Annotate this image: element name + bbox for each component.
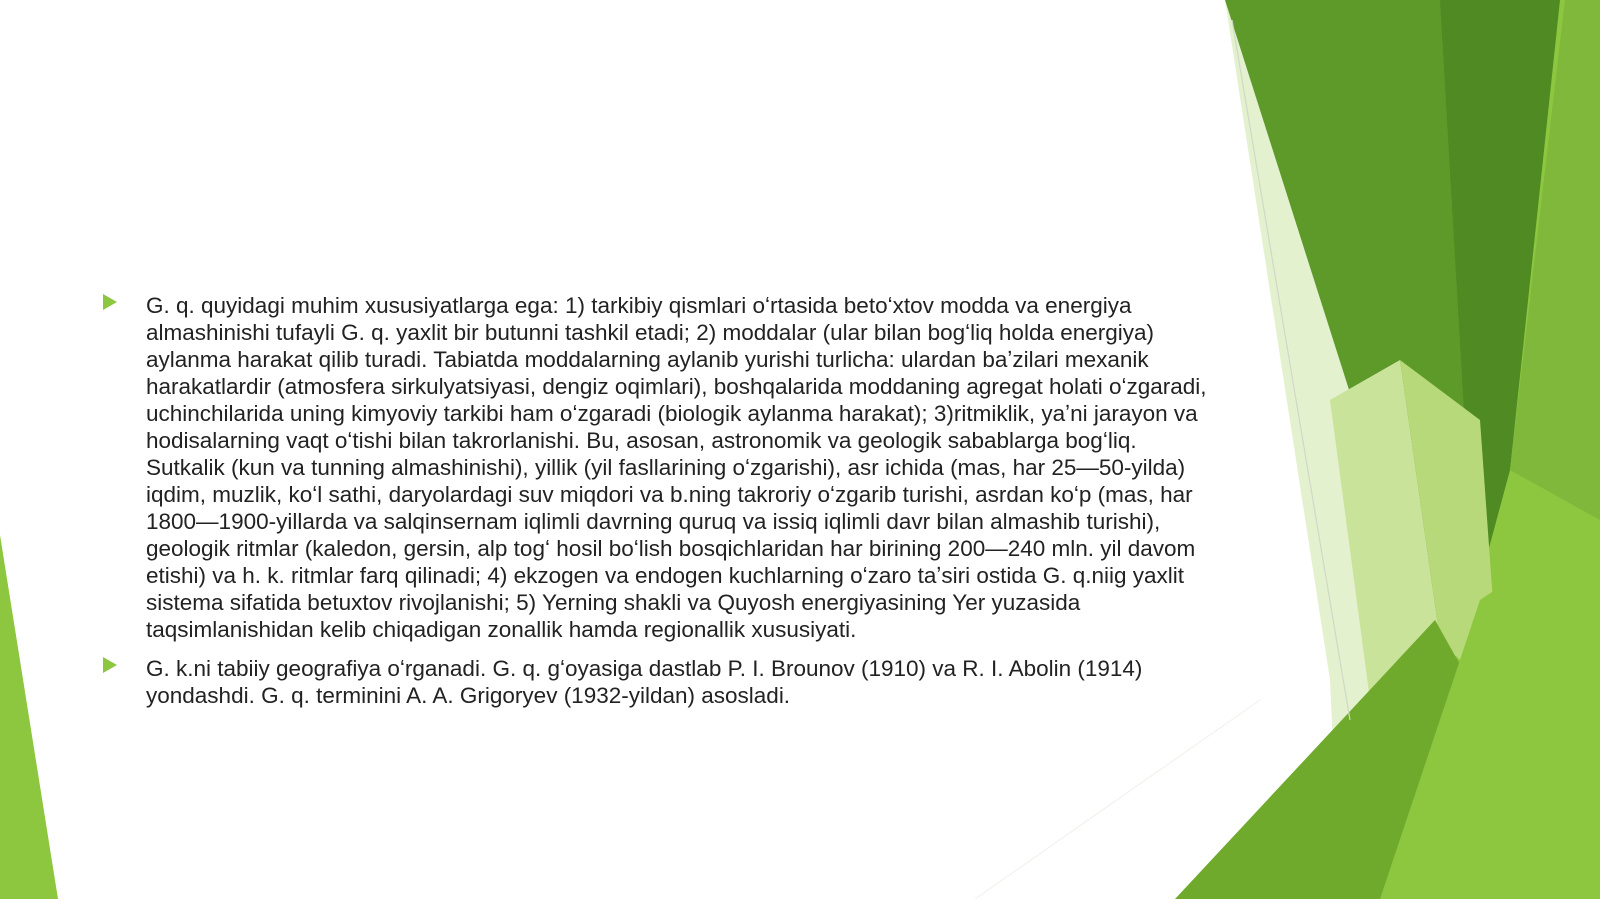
- left-green-facet: [0, 535, 58, 899]
- bullet-text: G. q. quyidagi muhim xususiyatlarga ega: 1) tarkibiy qismlari oʻrtasida betoʻxtov modda va energiya almashinishi tufayli G. q. yaxlit bir butunni tashkil etadi; 2) moddalar (ular bilan bogʻliq holda energiya) aylanma harakat qilib turadi. Tabiatda moddalarning aylanib yurishi turlicha: ulardan baʼzilari mexanik harakatlardir (atmosfera sirkulyatsiyasi, dengiz oqimlari), boshqalarida moddaning agregat holati oʻzgaradi, uchinchilarida uning kimyoviy tarkibi ham oʻzgaradi (biologik aylanma harakat); 3)ritmiklik, yaʼni jarayon va hodisalarning vaqt oʻtishi bilan takrorlanishi. Bu, asosan, astronomik va geologik sabablarga bogʻliq. Sutkalik (kun va tunning almashinishi), yillik (yil fasllarining oʻzgarishi), asr ichida (mas, har 25—50-yilda) iqdim, muzlik, koʻl sathi, daryolardagi suv miqdori va b.ning takroriy oʻzgarib turishi, asrdan koʻp (mas, har 1800—1900-yillarda va salqinsernam iqlimli davrning quruq va issiq iqlimli davr bilan almashib turishi), geologik ritmlar (kaledon, gersin, alp togʻ hosil boʻlish bosqichlaridan har birining 200—240 mln. yil davom etishi) va h. k. ritmlar farq qilinadi; 4) ekzogen va endogen kuchlarning oʻzaro taʼsiri ostida G. q.niig yaxlit sistema sifatida betuxtov rivojlanishi; 5) Yerning shakli va Quyosh energiyasining Yer yuzasida taqsimlanishidan kelib chiqadigan zonallik hamda regionallik xususiyati.: [146, 293, 1207, 642]
- triangle-bullet-icon: [103, 294, 117, 310]
- list-item: [98, 292, 1208, 643]
- list-item: [98, 655, 1208, 709]
- triangle-bullet-icon: [103, 657, 117, 673]
- bullet-list: [98, 292, 1208, 721]
- bullet-text: G. k.ni tabiiy geografiya oʻrganadi. G. q. gʻoyasiga dastlab P. I. Brounov (1910) va R. I. Abolin (1914) yondashdi. G. q. terminini A. A. Grigoryev (1932-yildan) asosladi.: [146, 656, 1143, 708]
